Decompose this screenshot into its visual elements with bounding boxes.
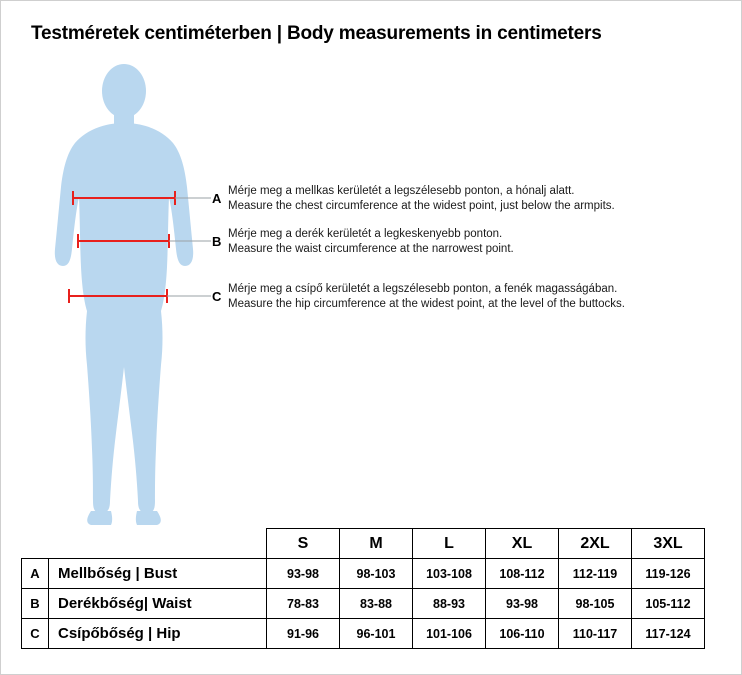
page-title: Testméretek centiméterben | Body measurements in centimeters — [31, 23, 602, 44]
marker-b: B — [212, 234, 222, 249]
row-c-letter: C — [22, 619, 49, 649]
row-c-label: Csípőbőség | Hip — [49, 619, 267, 649]
header-size-m: M — [340, 529, 413, 559]
row-b-3xl: 105-112 — [632, 589, 705, 619]
header-size-3xl: 3XL — [632, 529, 705, 559]
row-a-l: 103-108 — [413, 559, 486, 589]
row-c-2xl: 110-117 — [559, 619, 632, 649]
row-a-letter: A — [22, 559, 49, 589]
annotation-b — [228, 227, 514, 257]
row-c-m: 96-101 — [340, 619, 413, 649]
row-b-m: 83-88 — [340, 589, 413, 619]
annotation-b-hu: Mérje meg a derék kerületét a legkeskenyebb ponton. — [228, 228, 503, 240]
body-shape — [55, 64, 193, 525]
row-b-letter: B — [22, 589, 49, 619]
row-c-s: 91-96 — [267, 619, 340, 649]
table-header-row — [22, 529, 705, 559]
size-table — [21, 528, 705, 649]
header-size-l: L — [413, 529, 486, 559]
annotation-c-en: Measure the hip circumference at the widest point, at the level of the buttocks. — [228, 298, 625, 310]
body-silhouette-diagram — [19, 61, 229, 531]
header-size-xl: XL — [486, 529, 559, 559]
header-size-s: S — [267, 529, 340, 559]
row-b-l: 88-93 — [413, 589, 486, 619]
row-c-xl: 106-110 — [486, 619, 559, 649]
row-a-s: 93-98 — [267, 559, 340, 589]
annotation-c-hu: Mérje meg a csípő kerületét a legszélesebb ponton, a fenék magasságában. — [228, 283, 618, 295]
row-a-xl: 108-112 — [486, 559, 559, 589]
row-b-s: 78-83 — [267, 589, 340, 619]
row-a-3xl: 119-126 — [632, 559, 705, 589]
marker-c: C — [212, 289, 222, 304]
marker-a: A — [212, 191, 222, 206]
annotation-a — [228, 184, 615, 214]
annotation-c — [228, 282, 625, 312]
annotation-a-hu: Mérje meg a mellkas kerületét a legszélesebb ponton, a hónalj alatt. — [228, 185, 575, 197]
row-b-label: Derékbőség| Waist — [49, 589, 267, 619]
row-a-label: Mellbőség | Bust — [49, 559, 267, 589]
table-row — [22, 559, 705, 589]
row-c-3xl: 117-124 — [632, 619, 705, 649]
row-c-l: 101-106 — [413, 619, 486, 649]
table-row — [22, 589, 705, 619]
row-a-2xl: 112-119 — [559, 559, 632, 589]
row-b-2xl: 98-105 — [559, 589, 632, 619]
header-size-2xl: 2XL — [559, 529, 632, 559]
annotation-b-en: Measure the waist circumference at the narrowest point. — [228, 243, 514, 255]
header-blank-letter — [22, 529, 49, 559]
row-b-xl: 93-98 — [486, 589, 559, 619]
row-a-m: 98-103 — [340, 559, 413, 589]
header-blank-label — [49, 529, 267, 559]
table-row — [22, 619, 705, 649]
annotation-a-en: Measure the chest circumference at the widest point, just below the armpits. — [228, 200, 615, 212]
